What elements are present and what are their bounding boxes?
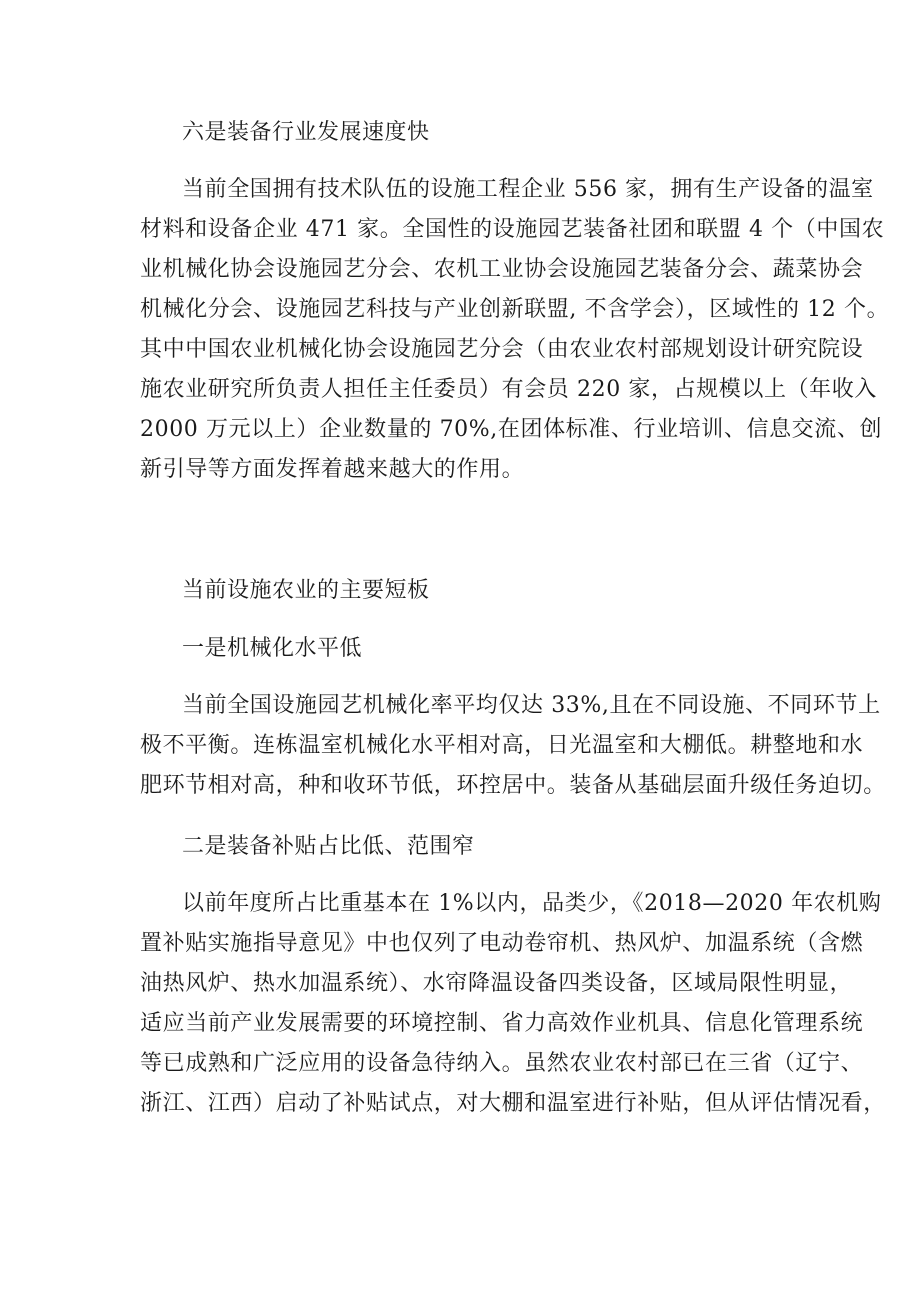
paragraph-line: 当前全国拥有技术队伍的设施工程企业 556 家，拥有生产设备的温室 [182, 177, 874, 202]
paragraph-subsidy [140, 884, 886, 1124]
section-heading-equipment-industry: 六是装备行业发展速度快 [182, 120, 430, 145]
paragraph-line: 肥环节相对高，种和收环节低，环控居中。装备从基础层面升级任务迫切。 [140, 773, 886, 798]
paragraph-line: 当前全国设施园艺机械化率平均仅达 33%,且在不同设施、不同环节上 [182, 693, 881, 718]
paragraph-line: 极不平衡。连栋温室机械化水平相对高，日光温室和大棚低。耕整地和水 [140, 733, 864, 758]
paragraph-line: 浙江、江西）启动了补贴试点，对大棚和温室进行补贴，但从评估情况看， [140, 1091, 886, 1116]
paragraph-equipment-industry [140, 170, 890, 490]
paragraph-line: 适应当前产业发展需要的环境控制、省力高效作业机具、信息化管理系统 [140, 1011, 864, 1036]
paragraph-line: 置补贴实施指导意见》中也仅列了电动卷帘机、热风炉、加温系统（含燃 [140, 931, 864, 956]
paragraph-line: 机械化分会、设施园艺科技与产业创新联盟, 不含学会），区域性的 12 个。 [140, 297, 890, 322]
paragraph-line: 2000 万元以上）企业数量的 70%,在团体标准、行业培训、信息交流、创 [140, 417, 883, 442]
paragraph-line: 油热风炉、热水加温系统）、水帘降温设备四类设备，区域局限性明显， [140, 971, 853, 996]
section-heading-shortcomings: 当前设施农业的主要短板 [182, 578, 430, 603]
paragraph-line: 以前年度所占比重基本在 1%以内，品类少，《2018—2020 年农机购 [182, 891, 882, 916]
paragraph-line: 施农业研究所负责人担任主任委员）有会员 220 家，占规模以上（年收入 [140, 377, 877, 402]
paragraph-mechanization [140, 686, 886, 806]
section-heading-mechanization: 一是机械化水平低 [182, 636, 363, 661]
section-heading-subsidy: 二是装备补贴占比低、范围窄 [182, 834, 475, 859]
paragraph-line: 其中中国农业机械化协会设施园艺分会（由农业农村部规划设计研究院设 [140, 337, 864, 362]
paragraph-line: 材料和设备企业 471 家。全国性的设施园艺装备社团和联盟 4 个（中国农 [140, 217, 885, 242]
paragraph-line: 等已成熟和广泛应用的设备急待纳入。虽然农业农村部已在三省（辽宁、 [140, 1051, 864, 1076]
paragraph-line: 业机械化协会设施园艺分会、农机工业协会设施园艺装备分会、蔬菜协会 [140, 257, 864, 282]
paragraph-line: 新引导等方面发挥着越来越大的作用。 [140, 457, 525, 482]
